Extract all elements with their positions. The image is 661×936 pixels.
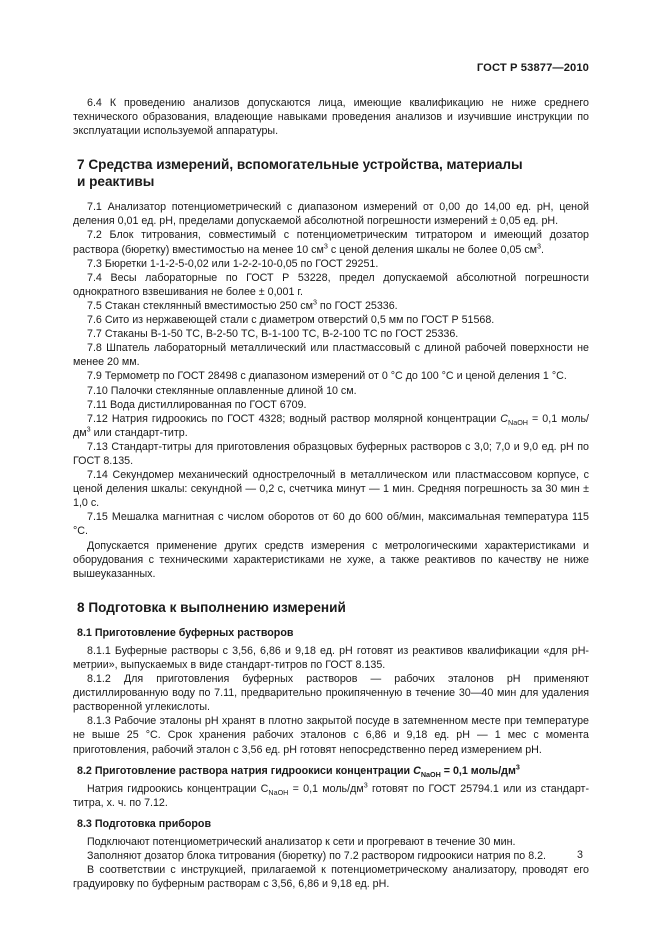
text-fragment: = 0,1 моль/дм [440,764,516,777]
paragraph-7-7: 7.7 Стаканы В-1-50 ТС, В-2-50 ТС, В-1-100 ТС, В-2-100 ТС по ГОСТ 25336. [87,328,459,341]
text-fragment: Натрия гидроокись концентрации C [87,782,269,795]
text-fragment: 8.2 Приготовление раствора натрия гидроокиси концентрации [77,764,414,777]
paragraph-8-3-2: Заполняют дозатор блока титрования (бюретку) по 7.2 раствором гидроокиси натрия по 8.2. [87,850,547,863]
subsection-8-3-heading: 8.3 Подготовка приборов [77,817,212,830]
subscript: NaOH [420,769,441,779]
document-header: ГОСТ Р 53877—2010 [476,62,589,74]
paragraph-note: Допускается применение других средств измерения с метрологическими характеристиками и оборудования с техническими характеристиками не хуже, а также реактивов по качеству не ниже вышеуказанных. [73,539,589,580]
paragraph-7-10: 7.10 Палочки стеклянные оплавленные длиной 10 см. [87,384,357,397]
section-7-heading-line2: и реактивы [77,174,155,190]
subscript: NaOH [508,417,528,427]
text-fragment: = 0,1 моль/дм [73,412,589,439]
superscript: 3 [323,241,328,250]
paragraph-7-5 [73,299,589,313]
subscript: NaOH [268,787,289,797]
paragraph-7-1: 7.1 Анализатор потенциометрический с диапазоном измерений от 0,00 до 14,00 ед. pH, ценой деления 0,01 ед. pH, пределами допускаемой абсолютной погрешности измерений ± 0,05 ед. pH. [73,201,589,228]
text-fragment: 7.5 Стакан стеклянный вместимостью 250 см [87,299,313,312]
paragraph-7-2 [73,228,589,256]
superscript: 3 [312,297,317,307]
text-fragment: по ГОСТ 25336. [316,299,398,312]
text-fragment: с ценой деления шкалы не более 0,05 см [327,243,538,256]
page-number: 3 [577,849,583,861]
concentration-symbol: C [413,764,421,777]
paragraph-7-15: 7.15 Мешалка магнитная с числом оборотов от 60 до 600 об/мин, максимальная температура 115 °С. [73,511,589,538]
paragraph-7-11: 7.11 Вода дистиллированная по ГОСТ 6709. [87,398,307,411]
paragraph-7-9: 7.9 Термометр по ГОСТ 28498 с диапазоном измерений от 0 °С до 100 °С и ценой деления 1 °С. [87,370,567,383]
paragraph-8-1-3: 8.1.3 Рабочие эталоны pH хранят в плотно закрытой посуде в затемненном месте при температуре не выше 25 °С. Срок хранения рабочих эталонов с 6,86 и 9,18 ед. pH — 1 мес с момента приготовления, рабочий эталон с 3,56 ед. pH готовят непосредственно перед измерением pH. [73,715,589,756]
paragraph-7-4: 7.4 Весы лабораторные по ГОСТ Р 53228, предел допускаемой абсолютной погрешности однократного взвешивания не более ± 0,001 г. [73,271,589,298]
paragraph-8-3-1: Подключают потенциометрический анализатор к сети и прогревают в течение 30 мин. [87,836,516,849]
paragraph-7-8: 7.8 Шпатель лабораторный металлический или пластмассовый с длиной рабочей поверхности не менее 20 мм. [73,342,589,369]
section-7-heading [73,156,589,190]
paragraph-6-4: 6.4 К проведению анализов допускаются лица, имеющие квалификацию не ниже среднего технического образования, владеющие навыками проведения анализов и изучившие инструкции по эксплуатации используемой аппаратуры. [73,97,589,138]
text-fragment: 7.2 Блок титрования, совместимый с потенциометрическим титратором и имеющий дозатор раствора (бюретку) вместимостью на менее 10 см [73,229,589,256]
section-7-heading-line1: 7 Средства измерений, вспомогательные устройства, материалы [77,157,523,173]
superscript: 3 [537,241,542,250]
subsection-8-2-heading [73,764,589,778]
text-fragment: или стандарт-титр. [90,426,188,439]
paragraph-7-13: 7.13 Стандарт-титры для приготовления образцовых буферных растворов с 3,0; 7,0 и 9,0 ед. pH по ГОСТ 8.135. [73,440,589,467]
text-fragment: = 0,1 моль/дм [288,782,364,795]
paragraph-8-1-1: 8.1.1 Буферные растворы с 3,56, 6,86 и 9,18 ед. pH готовят из реактивов квалификации «для pH-метрии», выпускаемых в виде стандарт-титров по ГОСТ 8.135. [73,644,589,671]
superscript: 3 [515,762,520,772]
paragraph-8-3-3: В соответствии с инструкцией, прилагаемой к потенциометрическому анализатору, проводят его градуировку по буферным растворам с 3,56, 6,86 и 9,18 ед. pH. [73,864,589,891]
text-fragment: . [541,243,544,256]
paragraph-8-1-2: 8.1.2 Для приготовления буферных растворов — рабочих эталонов pH применяют дистиллированную воду по 7.11, предварительно прокипяченную в течение 30—40 мин для удаления растворенной углекислоты. [73,673,589,714]
page-content [73,96,589,891]
text-fragment: готовят по ГОСТ 25794.1 или из стандарт-титра, х. ч. по 7.12. [73,782,589,809]
section-8-heading: 8 Подготовка к выполнению измерений [77,599,346,615]
paragraph-7-6: 7.6 Сито из нержавеющей стали с диаметром отверстий 0,5 мм по ГОСТ Р 51568. [87,314,495,327]
paragraph-7-12 [73,412,589,440]
superscript: 3 [86,424,91,434]
subsection-8-1-heading: 8.1 Приготовление буферных растворов [77,626,294,639]
paragraph-8-2 [73,782,589,810]
paragraph-7-14: 7.14 Секундомер механический однострелочный в металлическом или пластмассовом корпусе, с ценой деления шкалы: секундной — 0,2 с, счетчика минут — 1 мин. Средняя погрешность за 30 мин ± 1,0 с. [73,469,589,510]
concentration-symbol: C [500,412,508,425]
superscript: 3 [363,780,368,790]
paragraph-7-3: 7.3 Бюретки 1-1-2-5-0,02 или 1-2-2-10-0,05 по ГОСТ 29251. [87,257,379,270]
text-fragment: 7.12 Натрия гидроокись по ГОСТ 4328; водный раствор молярной концентрации [87,412,501,425]
